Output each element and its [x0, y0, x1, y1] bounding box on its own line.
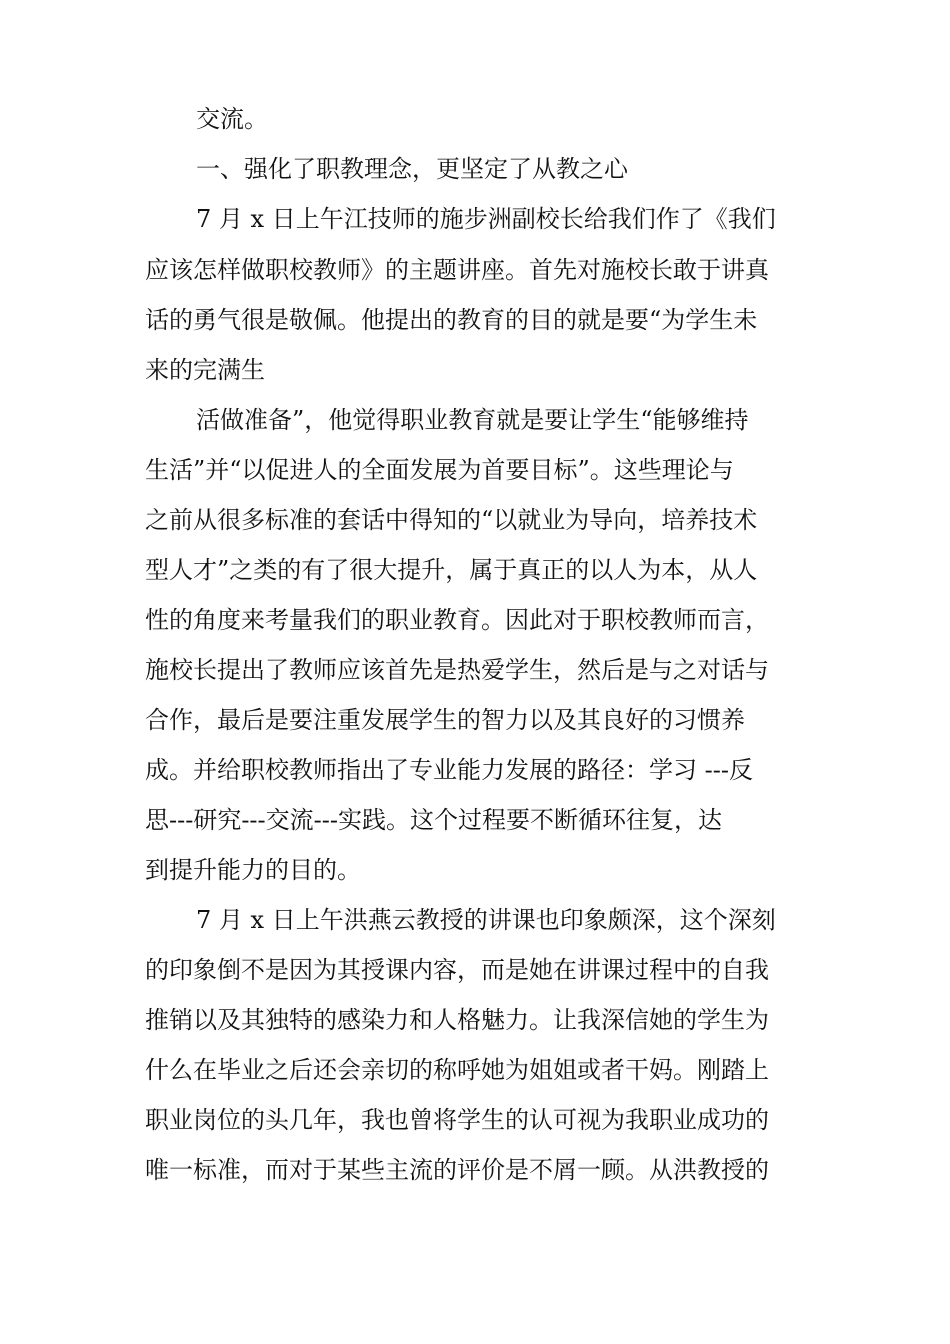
text-line: 职业岗位的头几年，我也曾将学生的认可视为我职业成功的 [145, 1106, 769, 1134]
text-line: 之前从很多标准的套话中得知的“以就业为导向，培养技术 [145, 506, 758, 534]
text-line: 的印象倒不是因为其授课内容，而是她在讲课过程中的自我 [145, 956, 769, 984]
text-line: 话的勇气很是敬佩。他提出的教育的目的就是要“为学生未 [145, 306, 758, 334]
text-line: 唯一标准，而对于某些主流的评价是不屑一顾。从洪教授的 [145, 1156, 769, 1184]
text-line: 活做准备”，他觉得职业教育就是要让学生“能够维持 [196, 406, 749, 434]
text-line: 7 月 x 日上午江技师的施步洲副校长给我们作了《我们 [196, 205, 776, 233]
section-heading: 一、强化了职教理念，更坚定了从教之心 [196, 155, 628, 183]
text-line: 性的角度来考量我们的职业教育。因此对于职校教师而言， [145, 606, 769, 634]
text-line: 思---研究---交流---实践。这个过程要不断循环往复，达 [145, 806, 722, 834]
text-line: 什么在毕业之后还会亲切的称呼她为姐姐或者干妈。刚踏上 [145, 1056, 769, 1084]
text-line: 交流。 [196, 105, 268, 133]
text-line: 施校长提出了教师应该首先是热爱学生，然后是与之对话与 [145, 656, 769, 684]
text-line: 合作，最后是要注重发展学生的智力以及其良好的习惯养 [145, 706, 745, 734]
text-line: 型人才”之类的有了很大提升，属于真正的以人为本，从人 [145, 556, 758, 584]
text-line: 到提升能力的目的。 [145, 856, 361, 884]
text-line: 推销以及其独特的感染力和人格魅力。让我深信她的学生为 [145, 1006, 769, 1034]
text-line: 生活”并“以促进人的全面发展为首要目标”。这些理论与 [145, 456, 734, 484]
text-line: 成。并给职校教师指出了专业能力发展的路径：学习 ---反 [145, 756, 753, 784]
text-line: 7 月 x 日上午洪燕云教授的讲课也印象颇深，这个深刻 [196, 906, 776, 934]
text-line: 来的完满生 [145, 356, 265, 384]
text-line: 应该怎样做职校教师》的主题讲座。首先对施校长敢于讲真 [145, 256, 769, 284]
